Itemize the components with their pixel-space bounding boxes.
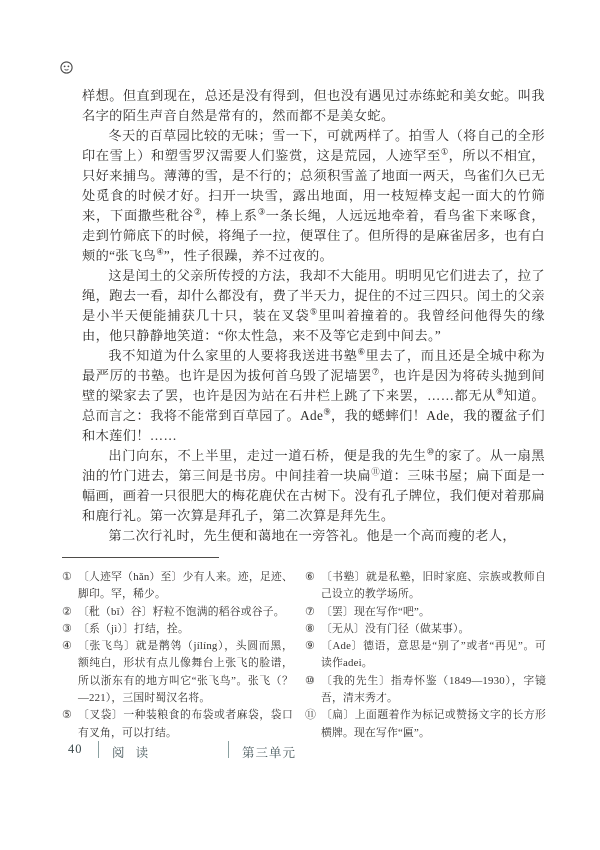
footnote-text: 〔Ade〕德语，意思是“别了”或者“再见”。可读作adei。 xyxy=(321,640,546,670)
paragraph: 出门向东，不上半里，走过一道石桥，便是我的先生⑩的家了。从一扇黑油的竹门进去，第三间是书房。中间挂着一块扁⑪道：三味书屋；扁下面是一幅画，画着一只很肥大的梅花鹿伏在古树下。没有孔子牌位，我们便对着那扁和鹿行礼。第一次算是拜孔子，第二次算是拜先生。 xyxy=(82,446,545,523)
footnote-ref: ② xyxy=(193,206,202,217)
unit-label: 第三单元 xyxy=(242,746,297,760)
footnote-item xyxy=(305,604,546,621)
paragraph: 这是闰土的父亲所传授的方法，我却不大能用。明明见它们进去了，拉了绳，跑去一看，却什么都没有，费了半天力，捉住的不过三四只。闰土的父亲是小半天便能捕获几十只，装在叉袋⑤里叫着撞着的。我曾经问他得失的缘由，他只静静地笑道：“你太性急，来不及等它走到中间去。” xyxy=(82,268,545,343)
footnote-marker: ② xyxy=(62,605,73,618)
footnote-marker: ③ xyxy=(62,622,73,635)
footnote-marker: ④ xyxy=(62,640,73,653)
footnote-item xyxy=(305,569,546,604)
footnote-item xyxy=(62,569,293,604)
paragraph: 冬天的百草园比较的无味；雪一下，可就两样了。拍雪人（将自己的全形印在雪上）和塑雪罗汉需要人们鉴赏，这是荒园，人迹罕至①，所以不相宜，只好来捕鸟。薄薄的雪，是不行的；总须积雪盖了地面一两天，鸟雀们久已无处觅食的时候才好。扫开一块雪，露出地面，用一枝短棒支起一面大的竹筛来，下面撒些秕谷②，棒上系③一条长绳，人远远地牵着，看鸟雀下来啄食，走到竹筛底下的时候，将绳子一拉，便罩住了。但所得的是麻雀居多，也有白颊的“张飞鸟④”，性子很躁，养不过夜的。 xyxy=(82,128,545,263)
main-text xyxy=(82,86,545,546)
footnote-text: 〔秕（bǐ）谷〕籽粒不饱满的稻谷或谷子。 xyxy=(78,605,285,618)
footnote-text: 〔张飞鸟〕就是鹡鸰（jílíng），头圆而黑，额纯白，形状有点儿像舞台上张飞的脸谱，所以浙东有的地方叫它“张飞鸟”。张飞（？—221），三国时蜀汉名将。 xyxy=(78,640,293,705)
page-footer xyxy=(0,741,600,761)
footnote-item xyxy=(305,707,546,742)
footnotes-left xyxy=(62,569,293,742)
footnote-ref: ⑥ xyxy=(357,346,366,357)
footnote-text: 〔叉袋〕一种装粮食的布袋或者麻袋，袋口有叉角，可以打结。 xyxy=(78,709,293,739)
footnotes-right xyxy=(305,569,546,742)
footnote-ref: ⑩ xyxy=(426,446,435,457)
footnote-ref: ④ xyxy=(156,246,164,257)
page-number: 40 xyxy=(68,742,83,756)
footnote-text: 〔罢〕现在写作“吧”。 xyxy=(321,605,430,618)
footnote-marker: ⑦ xyxy=(305,605,316,618)
footnote-ref: ③ xyxy=(257,206,266,217)
footnote-item xyxy=(305,638,546,673)
footnote-marker: ⑨ xyxy=(305,640,316,653)
footer-divider xyxy=(228,741,229,758)
footnote-text: 〔扁〕上面题着作为标记或赞扬文字的长方形横牌。现在写作“匾”。 xyxy=(321,709,546,739)
footnote-marker: ⑩ xyxy=(305,674,316,687)
paragraph: 样想。但直到现在，总还是没有得到，但也没有遇见过赤练蛇和美女蛇。叫我名字的陌生声音自然是常有的，然而都不是美女蛇。 xyxy=(82,88,545,123)
footnote-marker: ⑧ xyxy=(305,622,316,635)
footnote-ref: ⑧ xyxy=(495,386,504,397)
footnote-ref: ⑪ xyxy=(371,466,380,477)
footnote-item xyxy=(62,638,293,707)
footnote-text: 〔我的先生〕指寿怀鉴（1849—1930），字镜吾，清末秀才。 xyxy=(321,674,546,705)
footnote-marker: ⑥ xyxy=(305,571,316,583)
face-icon xyxy=(60,61,73,74)
footnote-marker: ⑪ xyxy=(305,709,317,722)
footnote-divider xyxy=(62,557,219,558)
footnote-ref: ⑦ xyxy=(371,366,380,377)
footnote-text: 〔系（jì）〕打结，拴。 xyxy=(78,622,189,635)
footnote-text: 〔无从〕没有门径（做某事）。 xyxy=(321,622,470,635)
footnote-item xyxy=(62,604,293,621)
footnote-text: 〔书塾〕就是私塾，旧时家庭、宗族或教师自己设立的教学场所。 xyxy=(321,571,546,601)
footnote-marker: ① xyxy=(62,571,73,583)
footnote-marker: ⑤ xyxy=(62,709,73,722)
paragraph: 我不知道为什么家里的人要将我送进书塾⑥里去了，而且还是全城中称为最严厉的书塾。也许是因为拔何首乌毁了泥墙罢⑦，也许是因为将砖头抛到间壁的梁家去了罢，也许是因为站在石井栏上跳了下来罢，……都无从⑧知道。总而言之：我将不能常到百草园了。Ade⑨，我的蟋蟀们！Ade，我的覆盆子们和木莲们！…… xyxy=(82,346,546,443)
section-label: 阅 读 xyxy=(112,746,153,760)
footnotes xyxy=(62,569,546,742)
footnote-ref: ⑤ xyxy=(309,306,318,317)
footer-divider xyxy=(98,741,99,758)
footnote-ref: ⑨ xyxy=(323,406,331,417)
footnote-item xyxy=(305,673,546,708)
footnote-item xyxy=(62,707,293,742)
footnote-ref: ① xyxy=(440,146,449,157)
footnote-item xyxy=(62,621,293,638)
paragraph: 第二次行礼时，先生便和蔼地在一旁答礼。他是一个高而瘦的老人， xyxy=(108,528,517,543)
footnote-text: 〔人迹罕（hǎn）至〕少有人来。迹，足迹、脚印。罕，稀少。 xyxy=(78,571,293,601)
footnote-item xyxy=(305,621,546,638)
